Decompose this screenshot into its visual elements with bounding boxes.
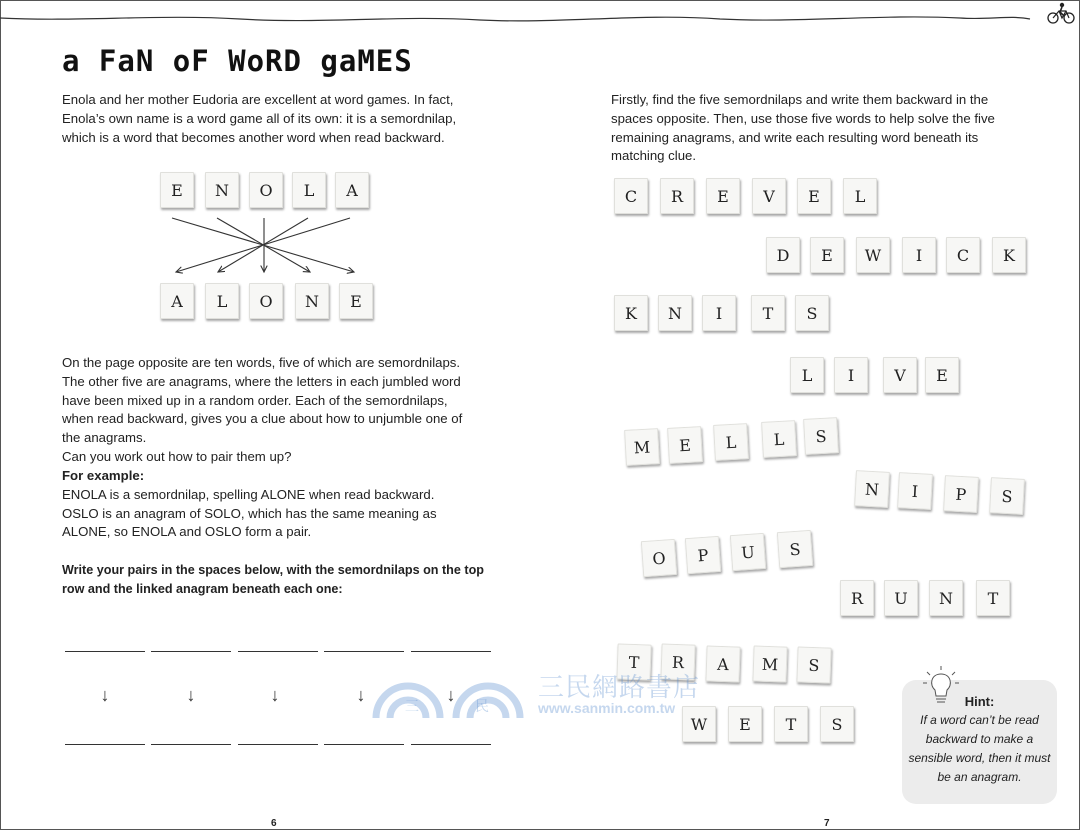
cyclist-icon	[1046, 2, 1076, 24]
letter-tile: U	[884, 580, 918, 616]
body-line: Can you work out how to pair them up?	[62, 448, 292, 464]
watermark-chinese: 三民網路書店	[538, 673, 701, 703]
letter-tile: E	[339, 283, 373, 319]
letter-tile: S	[796, 646, 831, 683]
letter-tile: W	[856, 237, 890, 273]
body-line: On the page opposite are ten words, five of which are semordnilaps.	[62, 355, 461, 370]
crossing-arrows	[160, 210, 375, 280]
letter-tile: C	[946, 237, 980, 273]
hint-title: Hint:	[964, 694, 995, 709]
example-line: ENOLA is a semordnilap, spelling ALONE when read backward.	[62, 486, 435, 502]
answer-blank[interactable]	[151, 651, 231, 652]
letter-tile: S	[795, 295, 829, 331]
letter-tile: I	[902, 237, 936, 273]
letter-tile: M	[624, 428, 660, 466]
letter-tile: A	[160, 283, 194, 319]
letter-tile: T	[976, 580, 1010, 616]
letter-tile: W	[682, 706, 716, 742]
body-line: The other five are anagrams, where the letters in each jumbled word have been mixed up in a random order. Each of the semordnilaps, when read backward, gives you a clue about how to unjumble one of the anagrams.	[62, 373, 463, 446]
letter-tile: T	[616, 643, 651, 680]
letter-tile: D	[766, 237, 800, 273]
letter-tile: R	[660, 643, 695, 680]
letter-tile: E	[797, 178, 831, 214]
letter-tile: E	[160, 172, 194, 208]
hint-text: If a word can’t be read backward to make a sensible word, then it must be an anagram.	[908, 713, 1051, 784]
watermark-logo-left: 三	[405, 698, 419, 714]
letter-tile: E	[728, 706, 762, 742]
watermark-url: www.sanmin.com.tw	[538, 700, 676, 716]
letter-tile: E	[925, 357, 959, 393]
down-arrow-icon: ↓	[446, 685, 456, 705]
lightbulb-icon	[921, 664, 961, 708]
watermark-logo	[368, 668, 533, 720]
letter-tile: O	[249, 172, 283, 208]
intro-paragraph: Enola and her mother Eudoria are excellent at word games. In fact, Enola’s own name is a word game all of its own: it is a semordnilap, which is a word that becomes another word when read backward.	[62, 92, 457, 145]
letter-tile: A	[335, 172, 369, 208]
letter-tile: T	[751, 295, 785, 331]
instruction-text: Write your pairs in the spaces below, with the semordnilaps on the top row and the linked anagram beneath each one:	[62, 563, 484, 596]
letter-tile: N	[929, 580, 963, 616]
letter-tile: R	[660, 178, 694, 214]
answer-blank[interactable]	[324, 651, 404, 652]
watermark-logo-right: 民	[475, 698, 489, 714]
letter-tile: T	[774, 706, 808, 742]
down-arrow-icon: ↓	[100, 685, 110, 705]
letter-tile: A	[705, 645, 740, 682]
example-heading: For example:	[62, 468, 145, 483]
letter-tile: M	[752, 645, 787, 682]
letter-tile: S	[820, 706, 854, 742]
letter-tile: I	[702, 295, 736, 331]
answer-blank[interactable]	[65, 651, 145, 652]
letter-tile: S	[777, 530, 813, 568]
answer-blank[interactable]	[151, 744, 231, 745]
example-line: OSLO is an anagram of SOLO, which has the same meaning as ALONE, so ENOLA and OSLO form a pair.	[62, 505, 437, 540]
letter-tile: N	[854, 470, 890, 508]
letter-tile: P	[943, 475, 979, 513]
letter-tile: S	[989, 477, 1025, 515]
letter-tile: L	[790, 357, 824, 393]
letter-tile: V	[752, 178, 786, 214]
letter-tile: N	[205, 172, 239, 208]
letter-tile: L	[713, 423, 749, 461]
right-intro: Firstly, find the five semordnilaps and write them backward in the spaces opposite. Then, use those five words to help solve the five remaining anagrams, and write each resulting word beneath its matching clue.	[611, 92, 995, 164]
letter-tile: L	[292, 172, 326, 208]
letter-tile: O	[249, 283, 283, 319]
letter-tile: I	[897, 472, 933, 510]
letter-tile: R	[840, 580, 874, 616]
down-arrow-icon: ↓	[356, 685, 366, 705]
letter-tile: N	[295, 283, 329, 319]
letter-tile: E	[706, 178, 740, 214]
answer-blank[interactable]	[411, 744, 491, 745]
answer-blank[interactable]	[411, 651, 491, 652]
letter-tile: L	[761, 420, 797, 458]
letter-tile: E	[810, 237, 844, 273]
page-title: a FaN oF WoRD gaMES	[62, 44, 413, 78]
body-text	[62, 354, 480, 467]
down-arrow-icon: ↓	[270, 685, 280, 705]
answer-blank[interactable]	[238, 651, 318, 652]
page-number-right: 7	[824, 818, 830, 829]
letter-tile: C	[614, 178, 648, 214]
letter-tile: I	[834, 357, 868, 393]
down-arrow-icon: ↓	[186, 685, 196, 705]
letter-tile: U	[730, 533, 766, 571]
letter-tile: P	[685, 536, 721, 574]
letter-tile: L	[843, 178, 877, 214]
letter-tile: K	[992, 237, 1026, 273]
letter-tile: E	[667, 426, 703, 464]
page-number-left: 6	[271, 818, 277, 829]
answer-blank[interactable]	[65, 744, 145, 745]
letter-tile: S	[803, 417, 839, 455]
answer-blank[interactable]	[238, 744, 318, 745]
top-rule	[0, 0, 1080, 30]
answer-blank[interactable]	[324, 744, 404, 745]
letter-tile: K	[614, 295, 648, 331]
example-block	[62, 467, 480, 542]
letter-tile: V	[883, 357, 917, 393]
letter-tile: L	[205, 283, 239, 319]
letter-tile: N	[658, 295, 692, 331]
letter-tile: O	[641, 539, 677, 577]
